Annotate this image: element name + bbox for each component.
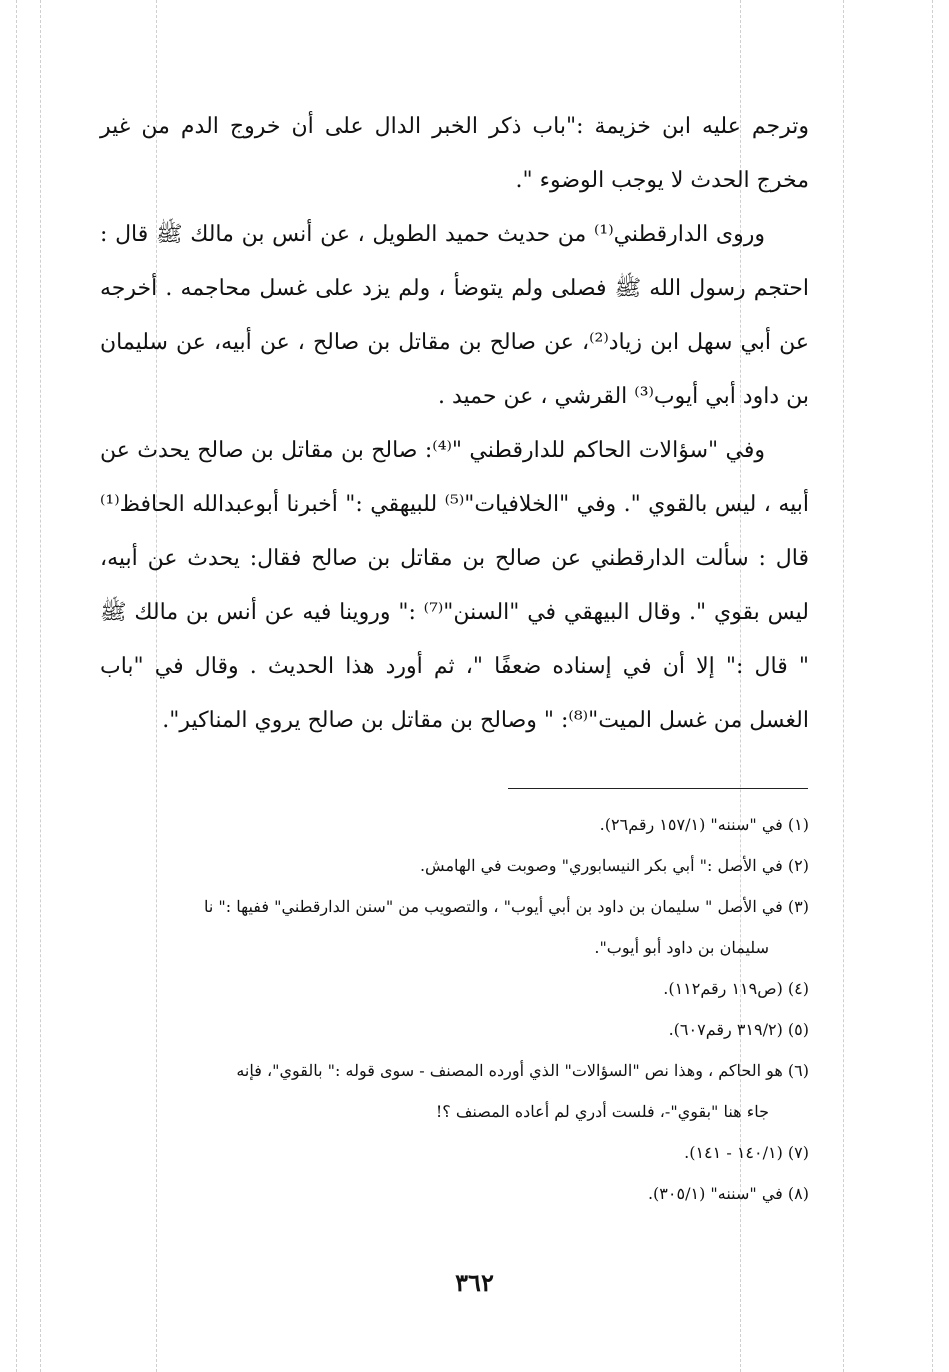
- footnote-5: (٥) (٣١٩/٢ رقم٦٠٧).: [668, 1020, 809, 1039]
- paragraph-3: وفي "سؤالات الحاكم للدارقطني "⁽⁴⁾: صالح بن مقاتل بن صالح يحدث عن أبيه ، ليس بالقوي ". وفي "الخلافيات"⁽⁵⁾ للبيهقي :" أخبرنا أبوعبدالله الحافظ⁽¹⁾ قال : سألت الدارقطني عن صالح بن مقاتل بن صالح فقال: يحدث عن أبيه، ليس بقوي ". وقال البيهقي في "السنن"⁽⁷⁾ :" وروينا فيه عن أنس بن مالك ﷺ " قال :" إلا أن في إسناده ضعفًا "، ثم أورد هذا الحديث . وقال في "باب الغسل من غسل الميت"⁽⁸⁾: " وصالح بن مقاتل بن صالح يروي المناكير".: [100, 438, 809, 733]
- page-number: ٣٦٢: [455, 1268, 494, 1297]
- margin-guide-left-outer: [16, 0, 17, 1372]
- main-body-text: [100, 100, 809, 748]
- margin-guide-left-inner: [40, 0, 41, 1372]
- footnote-1: (١) في "سننه" (١٥٧/١ رقم٢٦).: [599, 815, 809, 834]
- footnotes-section: [100, 804, 809, 1214]
- footnote-3-continuation: سليمان بن داود أبو أيوب".: [594, 938, 769, 957]
- footnote-3: (٣) في الأصل " سليمان بن داود بن أبي أيوب" ، والتصويب من "سنن الدارقطني" ففيها :" نا: [203, 897, 809, 916]
- paragraph-2: وروى الدارقطني⁽¹⁾ من حديث حميد الطويل ، عن أنس بن مالك ﷺ قال : احتجم رسول الله ﷺ فصلى ولم يتوضأ ، ولم يزد على غسل محاجمه . أخرجه عن أبي سهل ابن زياد⁽²⁾، عن صالح بن مقاتل بن صالح ، عن أبيه، عن سليمان بن داود أبي أيوب⁽³⁾ القرشي ، عن حميد .: [100, 222, 809, 409]
- footnote-7: (٧) (١٤٠/١ - ١٤١).: [684, 1143, 809, 1162]
- footnote-separator: [508, 788, 808, 789]
- footnote-6-continuation: جاء هنا "بقوي"-، فلست أدري لم أعاده المصنف ؟!: [435, 1102, 769, 1121]
- footnote-6: (٦) هو الحاكم ، وهذا نص "السؤالات" الذي أورده المصنف - سوى قوله :" بالقوي"، فإنه: [236, 1061, 809, 1080]
- footnote-4: (٤) (ص١١٩ رقم١١٢).: [663, 979, 809, 998]
- paragraph-1: وترجم عليه ابن خزيمة :"باب ذكر الخبر الدال على أن خروج الدم من غير مخرج الحدث لا يوجب الوضوء ".: [100, 114, 809, 193]
- margin-guide-right-outer: [932, 0, 933, 1372]
- margin-guide-right-inner: [843, 0, 844, 1372]
- footnote-2: (٢) في الأصل :" أبي بكر النيسابوري" وصوبت في الهامش.: [419, 856, 809, 875]
- footnote-8: (٨) في "سننه" (٣٠٥/١).: [647, 1184, 809, 1203]
